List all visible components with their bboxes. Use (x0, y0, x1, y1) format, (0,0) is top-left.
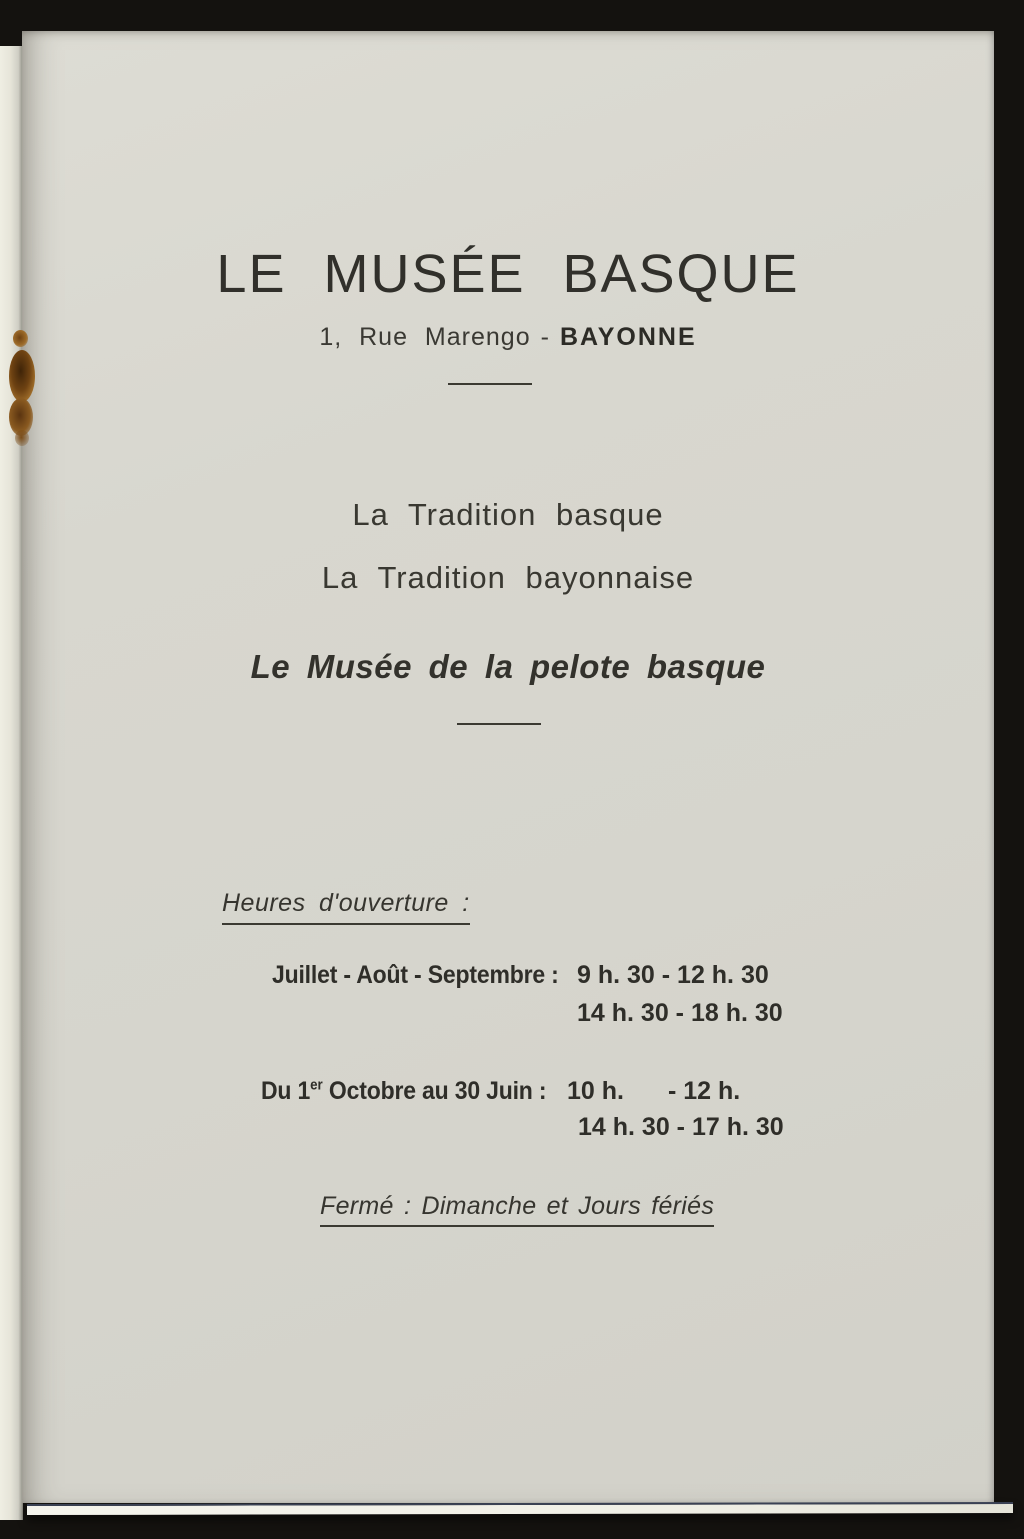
winter-morning-start: 10 h. (567, 1077, 624, 1105)
address-street: 1, Rue Marengo (319, 323, 531, 351)
page-title: LE MUSÉE BASQUE (216, 244, 800, 304)
winter-period-ordinal: er (310, 1077, 323, 1094)
winter-period-prefix: Du 1 (261, 1077, 311, 1105)
address-city: BAYONNE (559, 323, 697, 351)
divider-rule-bottom (457, 723, 541, 725)
winter-afternoon-hours: 14 h. 30 - 17 h. 30 (578, 1113, 784, 1141)
divider-rule-top (448, 383, 532, 385)
winter-morning-end: - 12 h. (667, 1077, 741, 1105)
summer-period-text: Juillet - Août - Septembre : (272, 961, 559, 989)
summer-afternoon-hours: 14 h. 30 - 18 h. 30 (577, 999, 783, 1027)
winter-period-label (261, 1076, 571, 1106)
summer-period-label (272, 960, 584, 990)
summer-morning-hours: 9 h. 30 - 12 h. 30 (577, 961, 769, 989)
closed-note (320, 1192, 714, 1221)
section-line-tradition-bayonnaise: La Tradition bayonnaise (321, 560, 695, 595)
hours-heading (222, 889, 470, 918)
foxing-stain (13, 330, 28, 347)
book-page (22, 31, 994, 1503)
foxing-stain (15, 430, 29, 446)
foxing-stain (9, 350, 35, 402)
page-bottom-edge (27, 1502, 1013, 1515)
winter-period-suffix: Octobre au 30 Juin : (322, 1077, 547, 1105)
address-line (22, 323, 994, 352)
section-line-tradition-basque: La Tradition basque (352, 497, 664, 532)
hours-heading-text: Heures d'ouverture : (222, 889, 470, 925)
address-separator: - (540, 323, 550, 351)
closed-note-text: Fermé : Dimanche et Jours fériés (320, 1192, 714, 1227)
winter-morning-hours (567, 1076, 740, 1106)
section-line-pelote-basque: Le Musée de la pelote basque (250, 648, 766, 685)
underlying-page-edge (0, 46, 23, 1520)
winter-period-text (261, 1076, 546, 1106)
